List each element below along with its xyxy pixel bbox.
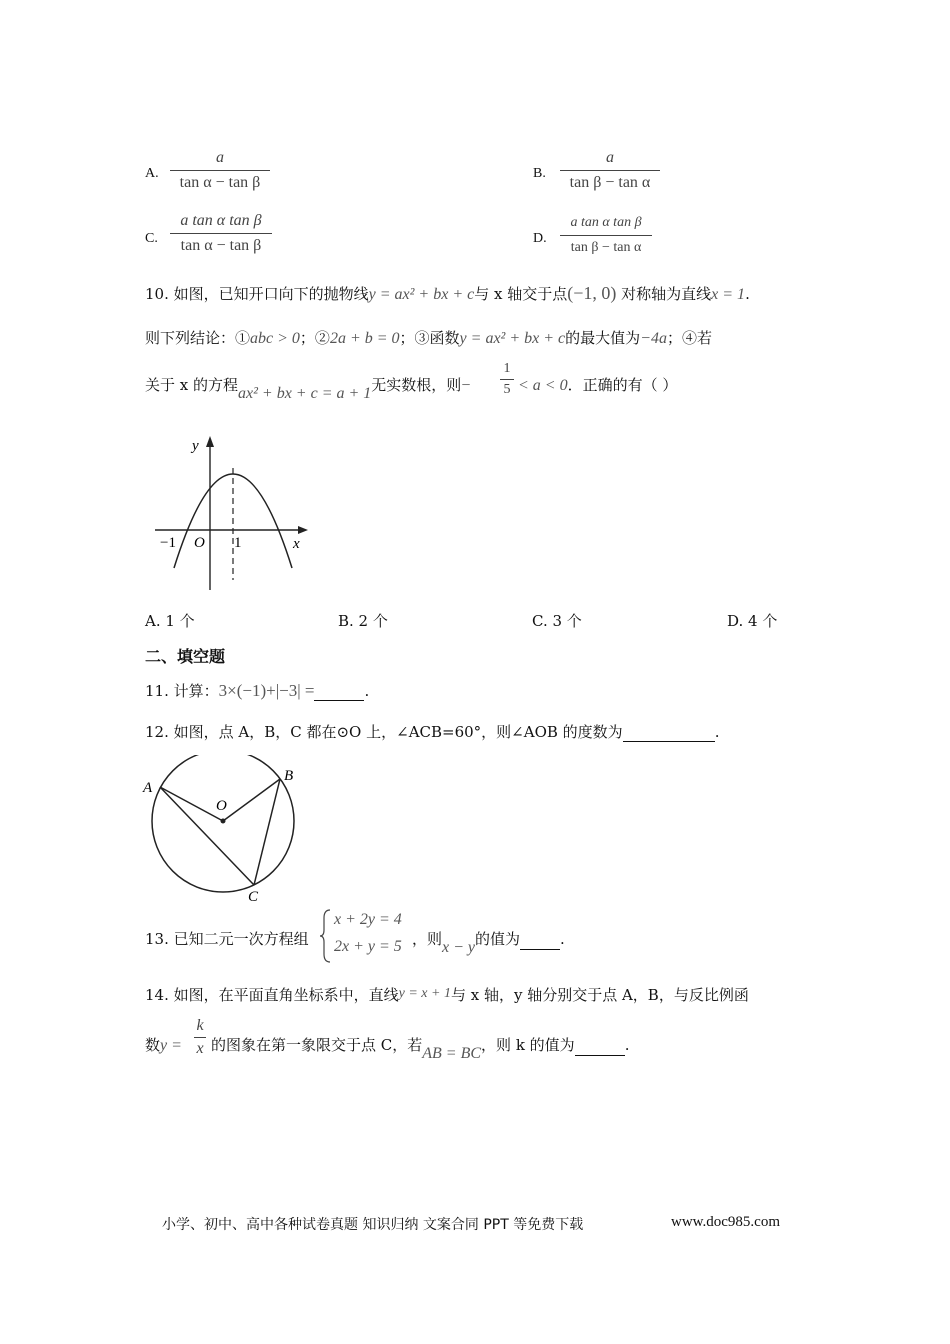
option-d-denominator: tan β − tan α [570,240,642,255]
q10-text: ；③函数 [399,329,460,347]
q12 [145,722,719,742]
segment-oa [160,787,223,821]
q12-text: 12. 如图，点 A，B，C 都在⊙O 上，∠ACB=60°，则∠AOB 的度数为 [145,723,623,741]
option-b-denominator: tan β − tan α [569,174,651,191]
q11-text: 11. 计算： [145,682,219,700]
y-axis-arrow-icon [206,436,214,447]
q13-mid: ，则 [412,930,443,948]
q12-circle-figure [140,755,310,905]
q10-text: 10. 如图，已知开口向下的抛物线 [145,285,369,303]
q10-inequality: < a < 0 [518,377,568,394]
option-a-fraction [170,147,270,194]
y-label: y [192,438,199,454]
q11-answer-blank[interactable] [314,684,364,701]
option-a-label: A. [145,166,159,181]
q13-end2: . [560,930,565,948]
brace-icon [320,908,332,964]
q10-parabola-graph [150,430,320,595]
q11 [145,681,369,701]
q10-text: 与 x 轴交于点 [474,285,568,303]
point-b-label: B [284,768,294,784]
footer-text: 小学、初中、高中各种试卷真题 知识归纳 文案合同 PPT 等免费下载 [162,1217,584,1233]
q14-text: 的图象在第一象限交于点 C，若 [211,1036,423,1054]
q14-line1 [145,985,749,1007]
q12-answer-blank[interactable] [623,725,715,742]
q13-answer-blank[interactable] [520,933,560,950]
q13-text: 13. 已知二元一次方程组 [145,930,309,948]
q10-choice-d: D. 4 个 [727,612,778,630]
q10-choice-c: C. 3 个 [532,612,582,630]
q14-condition: AB = BC [422,1045,482,1062]
q14-line2-end [211,1035,630,1062]
q10-choice-b: B. 2 个 [338,612,388,630]
segment-ac [160,787,254,885]
q10-text: 对称轴为直线 [621,285,712,303]
q10-function-eq: y = ax² + bx + c [459,330,566,347]
option-d-label: D. [533,231,547,246]
q10-max-value: −4a [640,330,667,347]
q10-text: 的最大值为 [565,329,641,347]
q14-text: ，则 k 的值为 [481,1036,575,1054]
option-d-fraction [560,212,652,259]
origin-label: O [194,535,205,551]
q12-end: . [714,723,720,741]
q10-point: (−1, 0) [567,283,617,303]
q14-y: y = [160,1037,182,1054]
q10-conclusion-1: abc > 0 [250,330,300,347]
q14-line-eq: y = x + 1 [398,986,451,1001]
q10-text: ；② [299,329,330,347]
q10-line1 [145,283,750,305]
point-c-label: C [248,889,259,905]
q11-expression: 3×(−1)+|−3| = [218,681,315,700]
q10-frac-num: 1 [503,361,511,376]
q10-text: . [745,285,750,303]
q14-text: 14. 如图，在平面直角坐标系中，直线 [145,986,399,1004]
option-b-numerator: a [606,149,614,166]
q10-text: ．正确的有（ ） [567,376,678,394]
q10-equation: ax² + bx + c = a + 1 [238,385,372,402]
point-a-label: A [143,780,153,796]
q14-text: 与 x 轴，y 轴分别交于点 A，B，与反比例函 [450,986,749,1004]
center-dot [221,819,226,824]
q10-text: 则下列结论：① [145,329,251,347]
q13-end: 的值为 [475,930,521,948]
q10-conclusion-2: 2a + b = 0 [329,330,400,347]
section-heading: 二、填空题 [145,647,226,666]
option-b-label: B. [533,166,546,181]
x-axis-arrow-icon [298,526,308,534]
q10-parabola-eq: y = ax² + bx + c [368,286,475,303]
q14-line2-start [145,1035,182,1056]
q13-expression: x − y [442,939,476,956]
q14-answer-blank[interactable] [575,1039,625,1056]
q10-line2 [145,328,712,349]
option-c-fraction [170,210,272,257]
minus-one-label: −1 [160,535,176,551]
q13-eq2: 2x + y = 5 [334,938,402,955]
q10-line3-end [518,375,677,396]
x-label: x [293,536,300,552]
q10-text: ；④若 [666,329,712,347]
q10-frac-den: 5 [503,382,511,397]
option-a-denominator: tan α − tan β [179,174,261,191]
q10-text: 无实数根，则 [371,376,462,394]
q10-fraction [500,360,514,399]
option-c-label: C. [145,231,158,246]
q14-end: . [624,1036,630,1054]
q10-text: 关于 x 的方程 [145,376,238,394]
q14-text: 数 [145,1036,161,1054]
q11-end: . [364,682,370,700]
q14-frac-den: x [196,1040,204,1057]
q14-fraction [194,1016,206,1059]
q13-eq1: x + 2y = 4 [334,911,402,928]
option-a-numerator: a [216,149,224,166]
q13-rest [412,929,565,956]
option-d-numerator: a tan α tan β [570,215,642,230]
q10-line3: 关于 x 的方程ax² + bx + c = a + 1无实数根，则− [145,376,471,402]
q10-axis-eq: x = 1 [711,286,746,303]
point-o-label: O [216,798,227,814]
option-c-denominator: tan α − tan β [180,237,262,254]
footer-link[interactable]: www.doc985.com [671,1214,781,1230]
one-label: 1 [234,535,242,551]
option-b-fraction [560,147,660,194]
option-c-numerator: a tan α tan β [180,212,262,229]
q10-choice-a: A. 1 个 [145,612,195,630]
q14-frac-num: k [196,1017,204,1034]
